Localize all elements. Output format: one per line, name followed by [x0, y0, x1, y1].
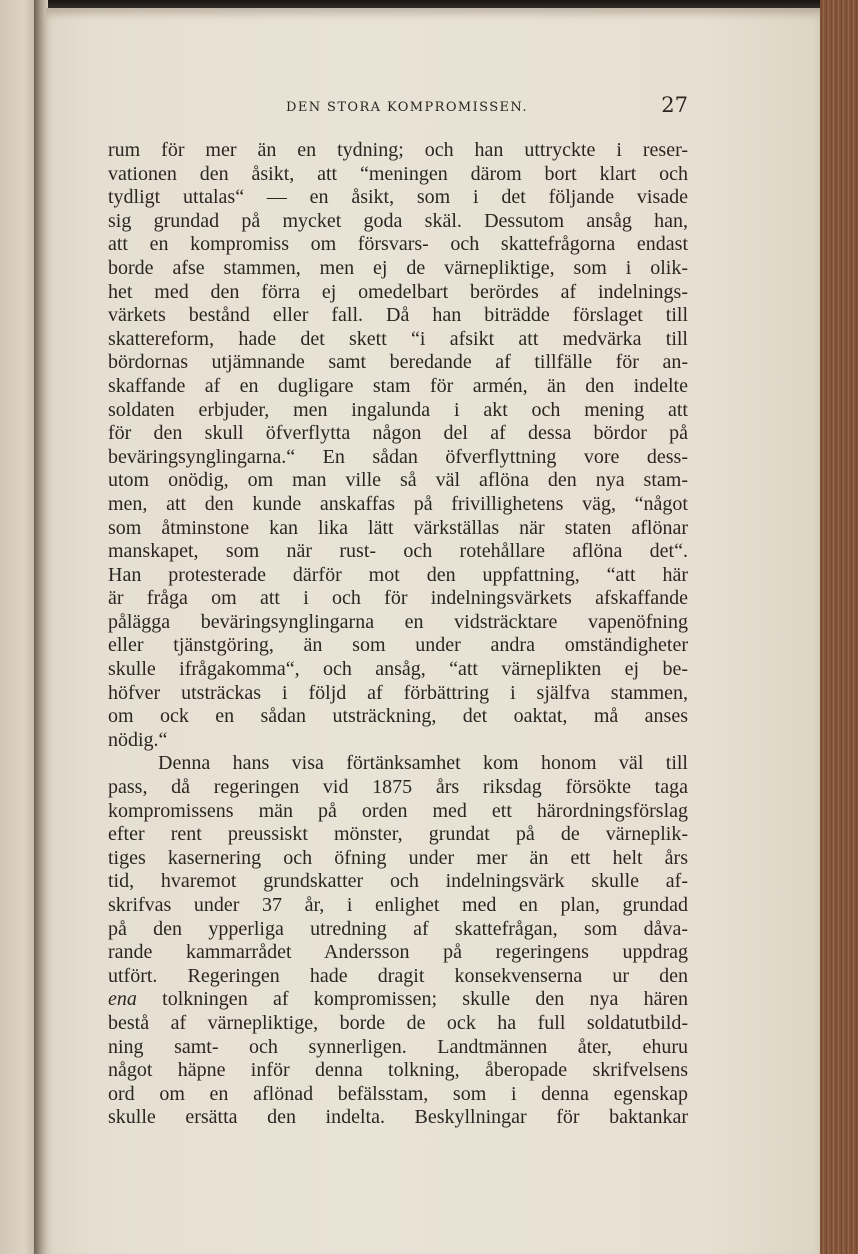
text-line: men, att den kunde anskaffas på frivillighetens väg, “något — [108, 492, 688, 515]
text-line: manskapet, som när rust- och rotehållare aflöna det“. — [108, 540, 688, 563]
text-line: pass, då regeringen vid 1875 års riksdag försökte taga — [108, 776, 688, 799]
text-line: kompromissens män på orden med ett härordningsförslag — [108, 799, 688, 822]
text-line: som åtminstone kan lika lätt värkställas när staten aflönar — [108, 516, 688, 539]
text-line: bestå af värnepliktige, borde de ock ha full soldatutbild- — [108, 1011, 688, 1034]
running-head — [108, 92, 688, 122]
text-line: för den skull öfverflytta någon del af dessa bördor på — [108, 422, 688, 445]
text-line: skrifvas under 37 år, i enlighet med en plan, grundad — [108, 894, 688, 916]
text-line: värkets bestånd eller fall. Då han biträdde förslaget till — [108, 304, 688, 327]
text-line: skulle ifrågakomma“, och ansåg, “att värneplikten ej be- — [108, 658, 688, 681]
text-line: nödig.“ — [108, 728, 168, 751]
text-line: vationen den åsikt, att “meningen därom bort klart och — [108, 162, 688, 185]
text-line: att en kompromiss om försvars- och skattefrågorna endast — [108, 233, 688, 256]
text-line: efter rent preussiskt mönster, grundat på de värneplik- — [108, 823, 688, 846]
text-line: ning samt- och synnerligen. Landtmännen åter, ehuru — [108, 1035, 688, 1058]
text-line: höfver utsträckas i följd af förbättring i själfva stammen, — [108, 681, 688, 704]
text-line: om ock en sådan utsträckning, det oaktat, må anses — [108, 705, 688, 728]
running-title: DEN STORA KOMPROMISSEN. — [286, 100, 528, 115]
text-line: eller tjänstgöring, än som under andra omständigheter — [108, 634, 688, 657]
text-line: något häpne inför denna tolkning, åberopade skrifvelsens — [108, 1059, 688, 1082]
text-line-rest: tolkningen af kompromissen; skulle den nya hären — [162, 988, 688, 1011]
text-line: skaffande af en dugligare stam för armén, än den indelte — [108, 374, 688, 397]
page-number: 27 — [661, 93, 688, 117]
text-line: skulle ersätta den indelta. Beskyllningar för baktankar — [108, 1106, 688, 1129]
text-line: ord om en aflönad befälsstam, som i denna egenskap — [108, 1082, 688, 1105]
text-line: het med den förra ej omedelbart berördes af indelnings- — [108, 280, 688, 303]
text-line: tydligt uttalas“ — en åsikt, som i det följande visade — [108, 186, 688, 209]
paragraph-start-line: Denna hans visa förtänksamhet kom honom väl till — [158, 752, 688, 775]
text-line: tiges kasernering och öfning under mer än ett helt års — [108, 846, 688, 869]
text-line: tid, hvaremot grundskatter och indelningsvärk skulle af- — [108, 870, 688, 893]
text-line: rande kammarrådet Andersson på regeringens uppdrag — [108, 941, 688, 964]
text-line: är fråga om att i och för indelningsvärkets afskaffande — [108, 587, 688, 610]
text-line: på den ypperliga utredning af skattefrågan, som dåva- — [108, 917, 688, 940]
text-line: utfört. Regeringen hade dragit konsekvenserna ur den — [108, 964, 688, 987]
text-line: borde afse stammen, men ej de värnepliktige, som i olik- — [108, 256, 688, 279]
text-line: rum för mer än en tydning; och han uttryckte i reser- — [108, 139, 688, 161]
text-line: skattereform, hade det skett “i afsikt att medvärka till — [108, 327, 688, 350]
text-line: pålägga beväringsynglingarna en vidsträcktare vapenöfning — [108, 610, 688, 633]
book-page-edges — [820, 0, 858, 1254]
text-line: soldaten erbjuder, men ingalunda i akt och mening att — [108, 398, 688, 421]
text-line: sig grundad på mycket goda skäl. Dessutom ansåg han, — [108, 209, 688, 232]
text-line: utom onödig, om man ville så väl aflöna den nya stam- — [108, 469, 688, 492]
italic-emphasis: ena — [108, 988, 137, 1011]
body-text — [108, 139, 688, 1130]
text-line: beväringsynglingarna.“ En sådan öfverflyttning vore dess- — [108, 445, 688, 468]
text-line: bördornas utjämnande samt beredande af tillfälle för an- — [108, 351, 688, 374]
text-line: Han protesterade därför mot den uppfattning, “att här — [108, 563, 688, 586]
text-line-with-italic — [108, 988, 688, 1012]
